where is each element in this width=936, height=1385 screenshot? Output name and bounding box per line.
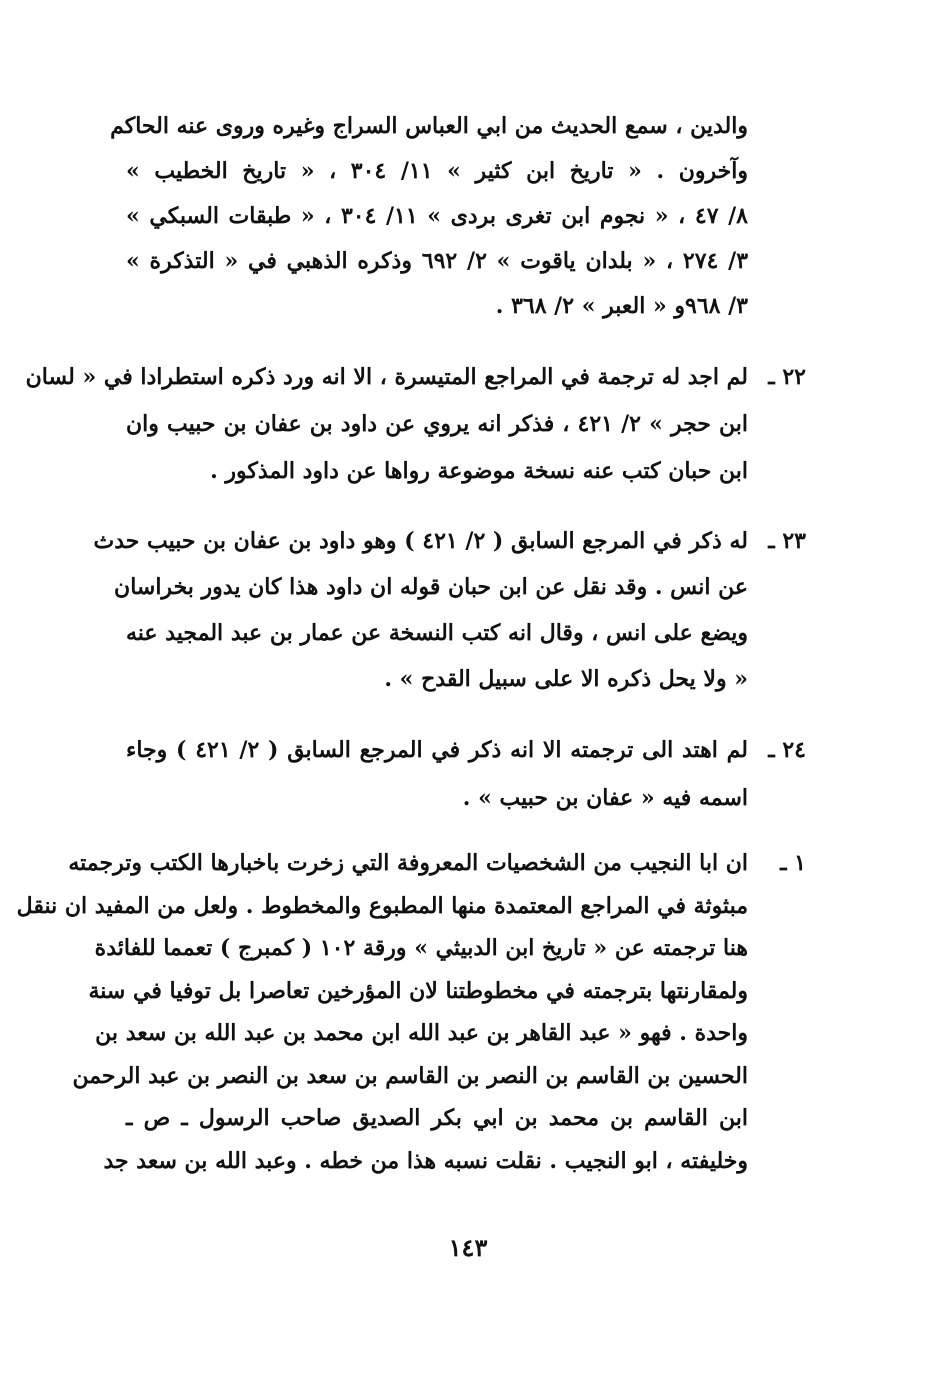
text-line: لم اجد له ترجمة في المراجع المتيسرة ، الا انه ورد ذكره استطرادا في « لسان xyxy=(25,364,748,390)
note-number: ٢٢ ـ xyxy=(768,364,806,390)
text-line: لم اهتد الى ترجمته الا انه ذكر في المرجع السابق ( ٢/ ٤٢١ ) وجاء xyxy=(126,737,748,763)
text-line: ابن حبان كتب عنه نسخة موضوعة رواها عن داود المذكور . xyxy=(210,458,748,484)
page-number: ١٤٣ xyxy=(448,1233,488,1262)
text-line: له ذكر في المرجع السابق ( ٢/ ٤٢١ ) وهو داود بن عفان بن حبيب حدث xyxy=(93,528,748,554)
text-line: ٨/ ٤٧ ، « نجوم ابن تغرى بردى » ١١/ ٣٠٤ ، « طبقات السبكي » xyxy=(126,203,748,229)
text-line: ولمقارنتها بترجمته في مخطوطتنا لان المؤرخين تعاصرا بل توفيا في سنة xyxy=(88,977,748,1004)
text-line: ٣/ ٩٦٨و « العبر » ٢/ ٣٦٨ . xyxy=(495,293,748,319)
note-number: ٢٣ ـ xyxy=(768,528,806,554)
note-body xyxy=(25,354,748,495)
note-body xyxy=(16,842,748,1182)
text-line: والدين ، سمع الحديث من ابي العباس السراج وغيره وروى عنه الحاكم xyxy=(110,113,748,139)
text-line: عن انس . وقد نقل عن ابن حبان قوله ان داود هذا كان يدور بخراسان xyxy=(114,574,748,600)
text-line: ابن القاسم بن محمد بن ابي بكر الصديق صاحب الرسول ـ ص ـ xyxy=(126,1105,748,1131)
note-body xyxy=(126,726,748,822)
text-line: ان ابا النجيب من الشخصيات المعروفة التي زخرت باخبارها الكتب وترجمته xyxy=(68,850,748,876)
text-line: الحسين بن القاسم بن النصر بن القاسم بن سعد بن النصر بن عبد الرحمن xyxy=(72,1062,748,1089)
note-number: ٢٤ ـ xyxy=(768,737,806,763)
text-line: « ولا يحل ذكره الا على سبيل القدح » . xyxy=(384,666,748,692)
note-number: ١ ـ xyxy=(780,850,806,876)
note-body xyxy=(93,518,748,702)
text-line: وآخرون . « تاريخ ابن كثير » ١١/ ٣٠٤ ، « تاريخ الخطيب » xyxy=(126,158,748,184)
note-continued-body xyxy=(110,104,749,329)
text-line: ابن حجر » ٢/ ٤٢١ ، فذكر انه يروي عن داود بن عفان بن حبيب وان xyxy=(126,411,748,437)
text-line: هنا ترجمته عن « تاريخ ابن الدبيثي » ورقة ١٠٢ ( كمبرج ) تعمما للفائدة xyxy=(94,935,748,961)
text-line: واحدة . فهو « عبد القاهر بن عبد الله ابن محمد بن عبد الله بن سعد بن xyxy=(95,1020,748,1046)
text-line: وخليفته ، ابو النجيب . نقلت نسبه هذا من خطه . وعبد الله بن سعد جد xyxy=(103,1147,748,1174)
text-line: مبثوثة في المراجع المعتمدة منها المطبوع والمخطوط . ولعل من المفيد ان ننقل xyxy=(16,892,748,919)
text-line: اسمه فيه « عفان بن حبيب » . xyxy=(462,785,748,811)
text-line: ٣/ ٢٧٤ ، « بلدان ياقوت » ٢/ ٦٩٢ وذكره الذهبي في « التذكرة » xyxy=(126,248,749,274)
text-line: ويضع على انس ، وقال انه كتب النسخة عن عمار بن عبد المجيد عنه xyxy=(126,620,748,646)
